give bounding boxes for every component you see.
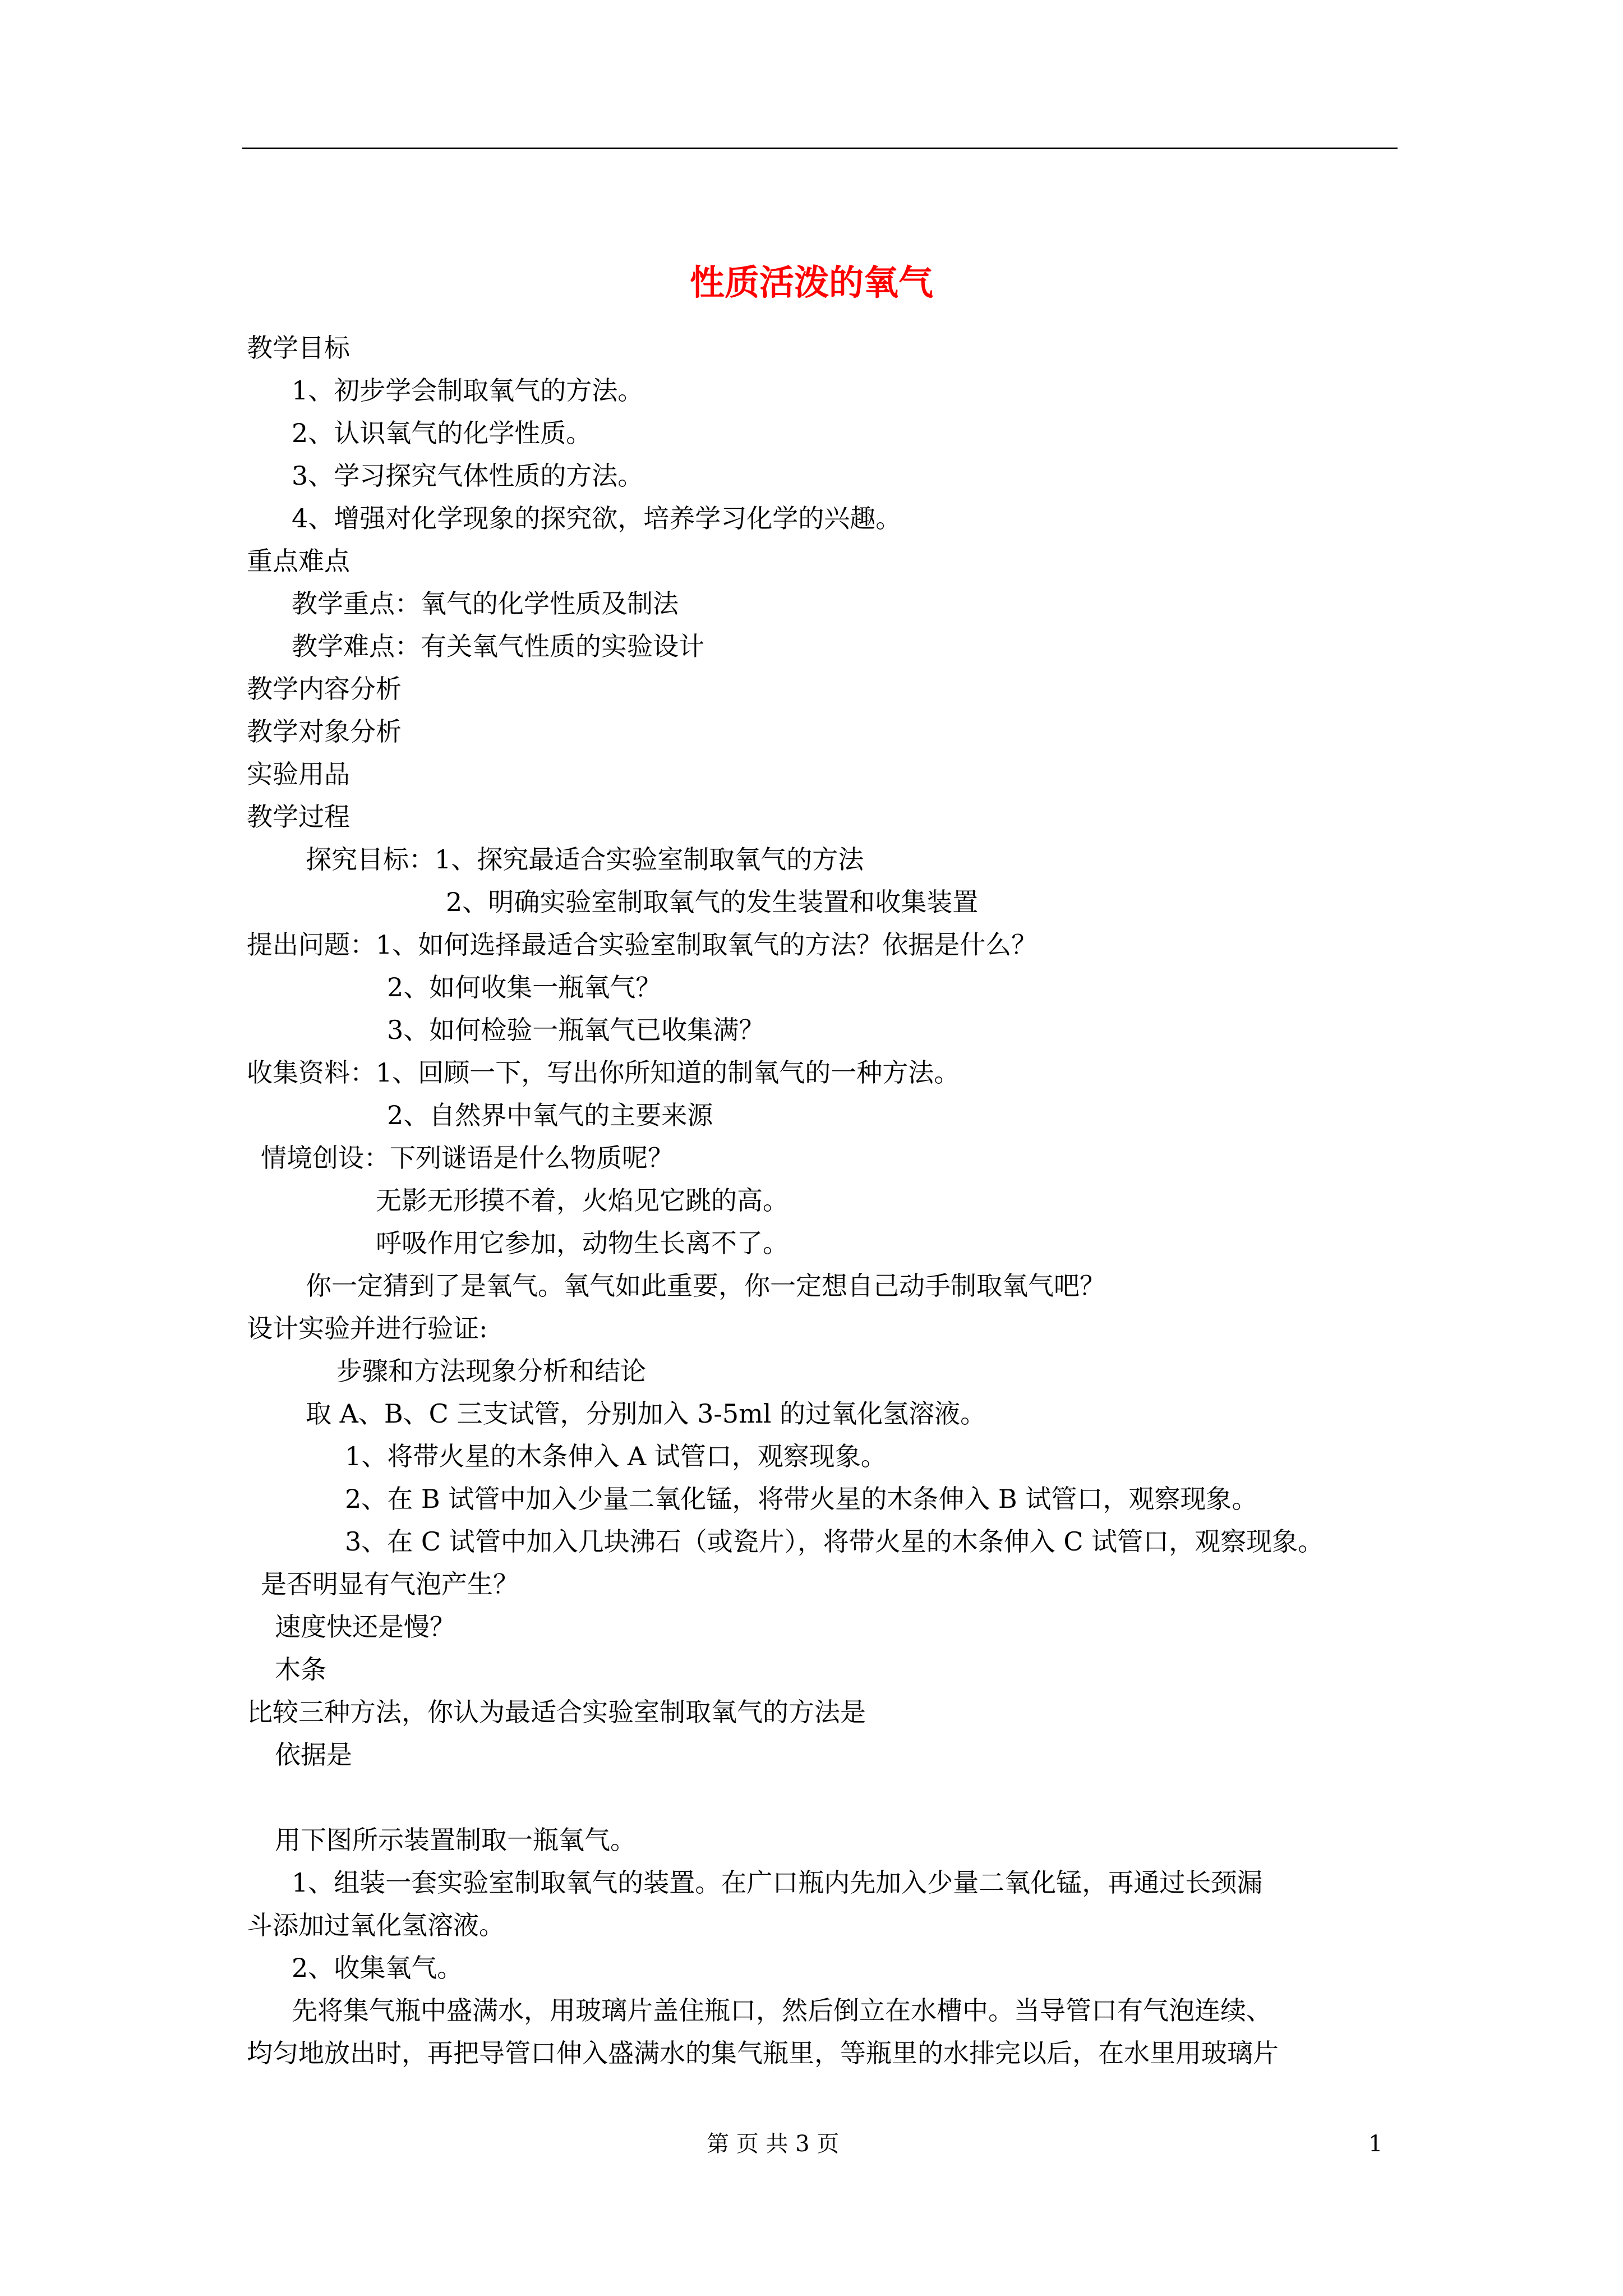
text-line: 教学重点：氧气的化学性质及制法 bbox=[292, 588, 679, 619]
text-line: 依据是 bbox=[275, 1740, 352, 1770]
text-line: 2、收集氧气。 bbox=[292, 1953, 463, 1983]
section-heading: 教学内容分析 bbox=[247, 674, 402, 704]
section-heading: 教学对象分析 bbox=[247, 716, 402, 747]
page-number: 1 bbox=[1368, 2131, 1383, 2157]
header-rule bbox=[242, 148, 1398, 149]
text-line: 先将集气瓶中盛满水，用玻璃片盖住瓶口，然后倒立在水槽中。当导管口有气泡连续、 bbox=[292, 1995, 1272, 2026]
text-line: 教学难点：有关氧气性质的实验设计 bbox=[292, 631, 704, 661]
text-line: 速度快还是慢？ bbox=[275, 1612, 455, 1642]
text-line: 2、在 B 试管中加入少量二氧化锰，将带火星的木条伸入 B 试管口，观察现象。 bbox=[345, 1484, 1258, 1514]
section-heading: 重点难点 bbox=[247, 546, 350, 576]
text-line: 2、如何收集一瓶氧气？ bbox=[387, 972, 662, 1002]
page-count-label: 第 页 共 3 页 bbox=[707, 2131, 840, 2157]
text-line: 2、认识氧气的化学性质。 bbox=[292, 418, 592, 448]
section-heading: 教学过程 bbox=[247, 802, 350, 832]
text-line: 步骤和方法现象分析和结论 bbox=[336, 1356, 646, 1386]
text-line: 你一定猜到了是氧气。氧气如此重要，你一定想自己动手制取氧气吧？ bbox=[306, 1271, 1105, 1301]
text-line: 3、如何检验一瓶氧气已收集满？ bbox=[387, 1015, 765, 1045]
text-line: 提出问题：1、如何选择最适合实验室制取氧气的方法？依据是什么？ bbox=[247, 930, 1038, 960]
section-heading: 教学目标 bbox=[247, 333, 350, 363]
text-line: 是否明显有气泡产生？ bbox=[261, 1569, 519, 1599]
section-heading: 实验用品 bbox=[247, 759, 350, 789]
text-line: 均匀地放出时，再把导管口伸入盛满水的集气瓶里，等瓶里的水排完以后，在水里用玻璃片 bbox=[247, 2038, 1279, 2068]
text-line: 2、自然界中氧气的主要来源 bbox=[387, 1100, 713, 1130]
text-line: 木条 bbox=[275, 1654, 326, 1685]
text-line: 1、将带火星的木条伸入 A 试管口，观察现象。 bbox=[345, 1441, 887, 1471]
text-line: 4、增强对化学现象的探究欲，培养学习化学的兴趣。 bbox=[292, 503, 902, 533]
text-line: 情境创设：下列谜语是什么物质呢？ bbox=[261, 1143, 674, 1173]
page-title: 性质活泼的氧气 bbox=[689, 262, 933, 303]
text-line: 1、初步学会制取氧气的方法。 bbox=[292, 375, 644, 406]
text-line: 设计实验并进行验证: bbox=[247, 1313, 488, 1343]
text-line: 1、组装一套实验室制取氧气的装置。在广口瓶内先加入少量二氧化锰，再通过长颈漏 bbox=[292, 1867, 1263, 1898]
text-line: 呼吸作用它参加，动物生长离不了。 bbox=[376, 1228, 789, 1258]
text-line: 比较三种方法，你认为最适合实验室制取氧气的方法是 bbox=[247, 1697, 866, 1727]
text-line: 取 A、B、C 三支试管，分别加入 3-5ml 的过氧化氢溶液。 bbox=[306, 1398, 986, 1429]
text-line: 无影无形摸不着，火焰见它跳的高。 bbox=[376, 1185, 789, 1216]
text-line: 3、在 C 试管中加入几块沸石（或瓷片），将带火星的木条伸入 C 试管口，观察现象。 bbox=[345, 1526, 1324, 1557]
text-line: 3、学习探究气体性质的方法。 bbox=[292, 461, 644, 491]
text-line: 斗添加过氧化氢溶液。 bbox=[247, 1910, 505, 1940]
text-line: 用下图所示装置制取一瓶氧气。 bbox=[275, 1825, 636, 1855]
text-line: 2、明确实验室制取氧气的发生装置和收集装置 bbox=[446, 887, 979, 917]
text-line: 探究目标：1、探究最适合实验室制取氧气的方法 bbox=[306, 844, 864, 875]
text-line: 收集资料：1、回顾一下，写出你所知道的制氧气的一种方法。 bbox=[247, 1057, 960, 1088]
